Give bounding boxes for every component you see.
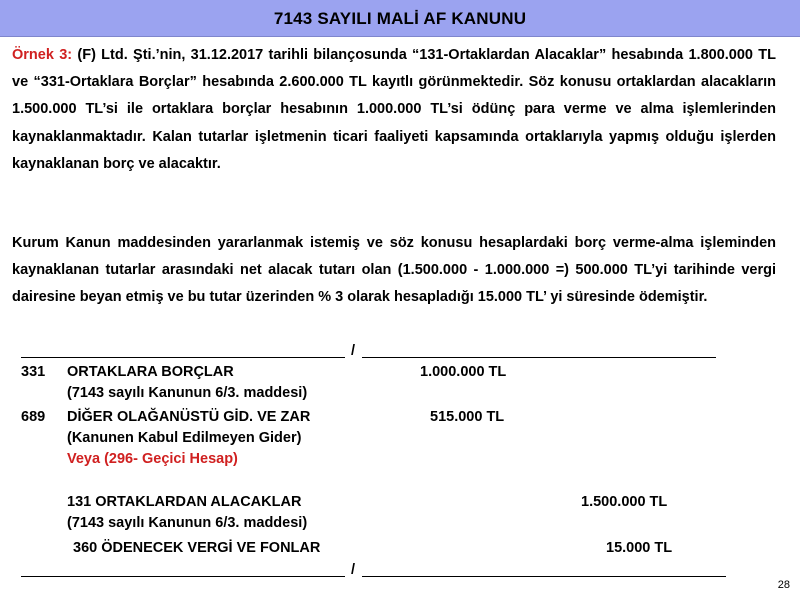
debit-1-code: 331 (21, 364, 46, 380)
example-paragraph-2: Kurum Kanun maddesinden yararlanmak istemiş ve söz konusu hesaplardaki borç verme-alma işleminden kaynaklanan tutarlar arasındaki net alacak tutarı olan (1.500.000 - 1.000.000 =) 500.000 TL’yi tarihinde vergi dairesine beyan etmiş ve bu tutar üzerinden % 3 olarak hesapladığı 15.000 TL’ yi süresinde ödemiştir. (12, 235, 776, 306)
debit-2-alt-note: Veya (296- Geçici Hesap) (67, 451, 238, 467)
journal-top-rule-right (362, 357, 716, 358)
credit-1-amount: 1.500.000 TL (581, 494, 668, 510)
slide-title: 7143 SAYILI MALİ AF KANUNU (273, 9, 527, 28)
journal-bottom-rule-right (362, 576, 726, 577)
debit-2-account: DİĞER OLAĞANÜSTÜ GİD. VE ZAR (67, 409, 311, 425)
credit-1-note: (7143 sayılı Kanunun 6/3. maddesi) (67, 515, 308, 531)
debit-1-note: (7143 sayılı Kanunun 6/3. maddesi) (67, 385, 308, 401)
credit-2-account: 360 ÖDENECEK VERGİ VE FONLAR (73, 540, 321, 556)
debit-2-amount: 515.000 TL (430, 409, 505, 425)
debit-1-account: ORTAKLARA BORÇLAR (67, 364, 234, 380)
page-number: 28 (777, 579, 790, 591)
example-paragraph-1-text: (F) Ltd. Şti.’nin, 31.12.2017 tarihli bilançosunda “131-Ortaklardan Alacaklar” hesabında 1.800.000 TL ve “331-Ortaklara Borçlar” hesabında 2.600.000 TL kayıtlı görünmektedir. Söz konusu ortaklardan alacakların 1.500.000 TL’si ile ortaklara borçlar hesabının 1.000.000 TL’si ödünç para verme ve alma işlemlerinden kaynaklanmaktadır. Kalan tutarlar işletmenin ticari faaliyeti kapsamında ortaklarıyla yapmış olduğu işlerden kaynaklanan borç ve alacaktır. (12, 47, 776, 172)
journal-bottom-rule-left (21, 576, 345, 577)
debit-2-note: (Kanunen Kabul Edilmeyen Gider) (67, 430, 302, 446)
debit-1-amount: 1.000.000 TL (420, 364, 507, 380)
journal-top-rule-left (21, 357, 345, 358)
credit-2-amount: 15.000 TL (606, 540, 673, 556)
example-label: Örnek 3: (12, 47, 73, 63)
journal-bottom-separator: / (351, 562, 356, 578)
credit-1-account: 131 ORTAKLARDAN ALACAKLAR (67, 494, 302, 510)
journal-top-separator: / (351, 343, 356, 359)
debit-2-code: 689 (21, 409, 46, 425)
